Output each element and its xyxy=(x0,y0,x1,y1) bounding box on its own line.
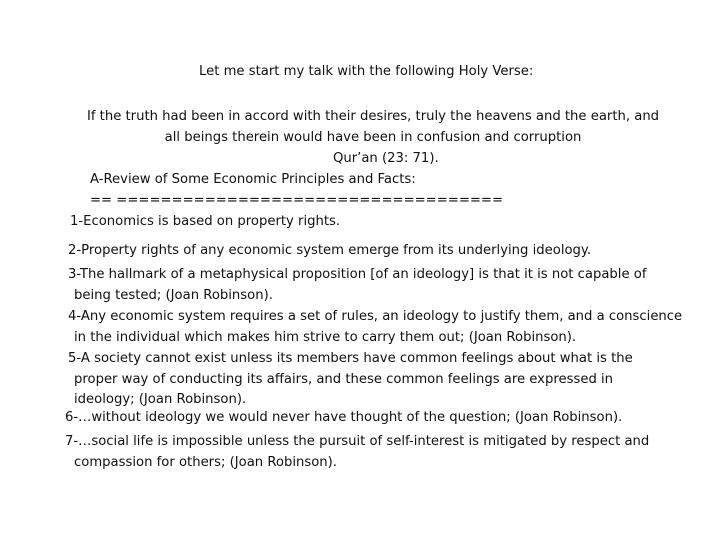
list-item-4: 4-Any economic system requires a set of rules, an ideology to justify them, and a conscience in the individual which makes him strive to carry them out; (Joan Robinson). xyxy=(68,309,683,345)
list-item-3: 3-The hallmark of a metaphysical proposition [of an ideology] is that it is not capable of being tested; (Joan Robinson). xyxy=(68,267,647,303)
list-item-6: 6-…without ideology we would never have thought of the question; (Joan Robinson). xyxy=(65,410,623,425)
list-item-2: 2-Property rights of any economic system emerge from its underlying ideology. xyxy=(68,243,592,258)
list-item-1: 1-Economics is based on property rights. xyxy=(70,214,341,229)
intro-line: Let me start my talk with the following Holy Verse: xyxy=(199,64,534,79)
section-title: A-Review of Some Economic Principles and Facts: xyxy=(90,172,416,187)
verse-text: If the truth had been in accord with their desires, truly the heavens and the earth, and all beings therein would have been in confusion and corruption xyxy=(86,109,660,145)
verse-citation: Qur’an (23: 71). xyxy=(333,151,439,166)
divider-line: == =================================== xyxy=(90,193,504,208)
list-item-7: 7-…social life is impossible unless the pursuit of self-interest is mitigated by respect and compassion for others; (Joan Robinson). xyxy=(65,434,650,470)
list-item-5: 5-A society cannot exist unless its members have common feelings about what is the proper way of conducting its affairs, and these common feelings are expressed in ideology; (Joan Robinson). xyxy=(68,351,633,407)
